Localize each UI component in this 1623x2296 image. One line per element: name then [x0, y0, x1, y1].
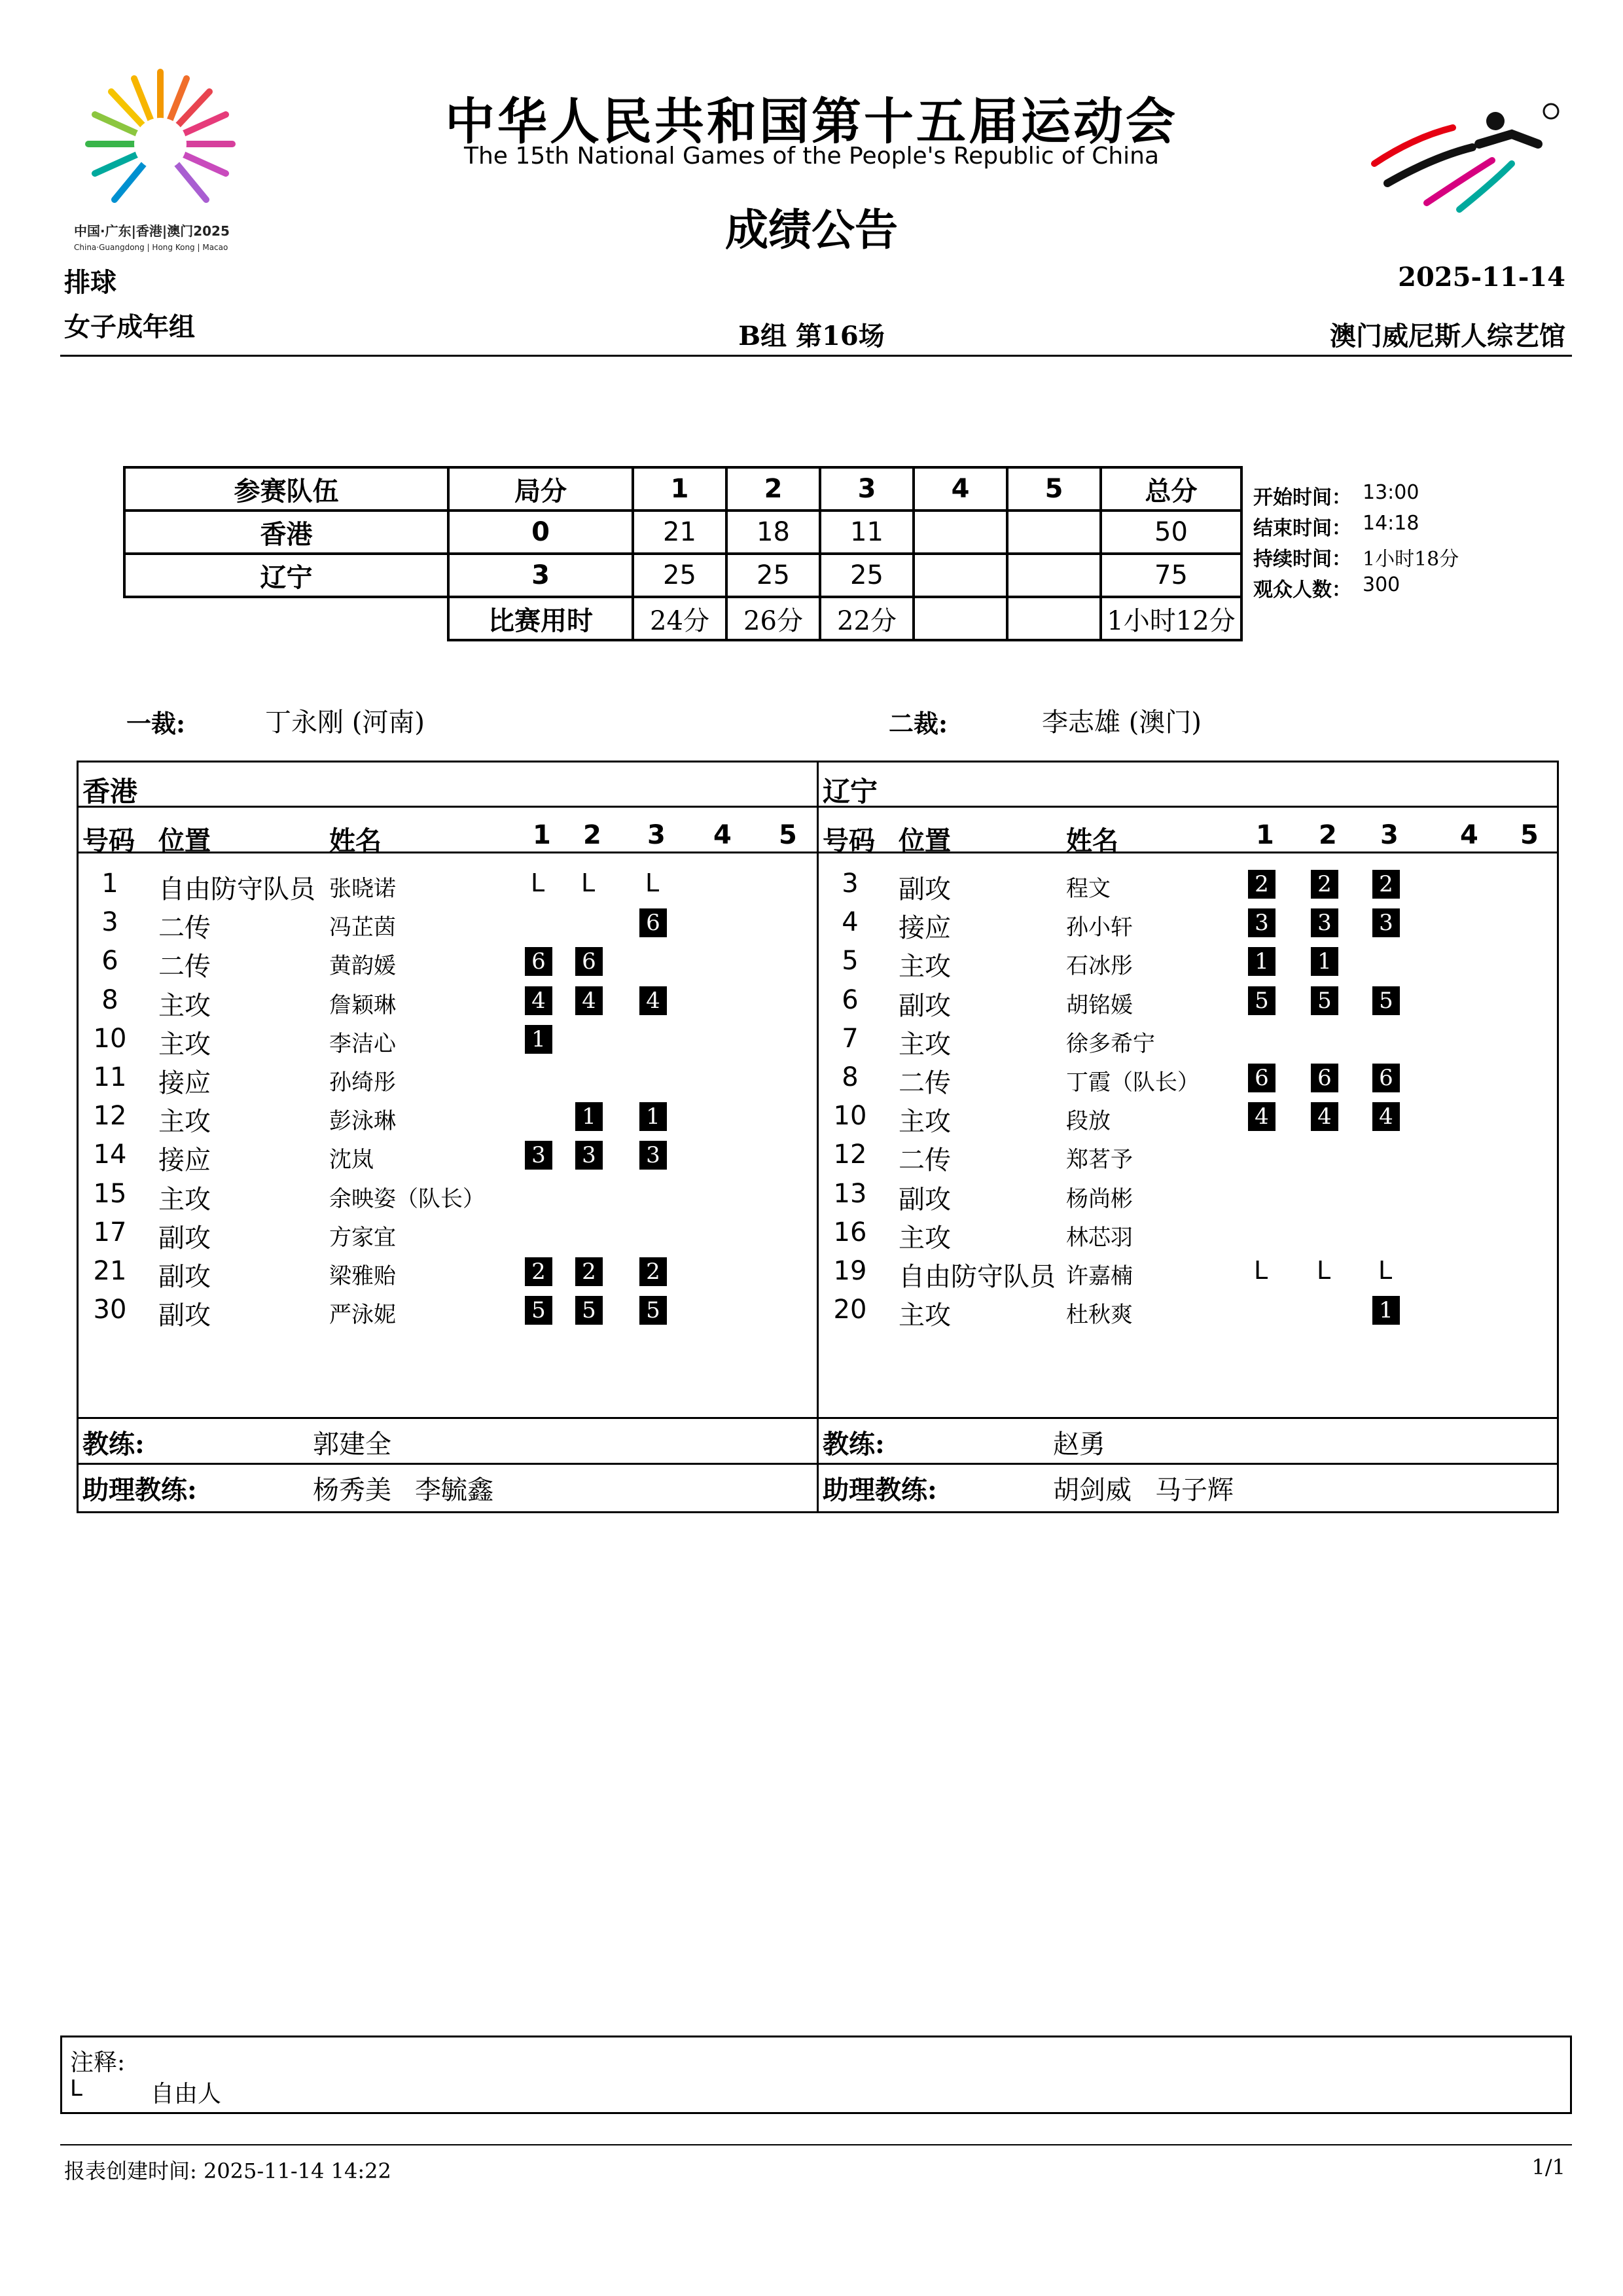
starting-position-badge: 6: [575, 947, 603, 976]
player-number: 6: [842, 984, 859, 1015]
player-row: [819, 946, 1557, 984]
starting-position-badge: 4: [575, 986, 603, 1015]
player-row: [79, 1062, 817, 1101]
player-position: 二传: [158, 952, 211, 982]
second-referee: 李志雄 (澳门): [1042, 708, 1202, 738]
col-set-3: 3: [647, 820, 666, 850]
player-number: 11: [93, 1062, 127, 1092]
second-referee-label: 二裁:: [889, 709, 948, 738]
player-name: 林芯羽: [1066, 1224, 1133, 1251]
report-title: 成绩公告: [725, 205, 898, 255]
col-position: 位置: [158, 825, 211, 856]
starting-position-badge: 2: [1372, 870, 1400, 899]
roster-divider: [79, 1417, 817, 1419]
sets-won: 0: [448, 511, 633, 554]
player-name: 石冰彤: [1066, 953, 1133, 980]
starting-position-badge: 6: [1311, 1064, 1338, 1092]
player-position: 主攻: [899, 1300, 951, 1331]
total-duration: 1小时12分: [1101, 597, 1241, 640]
col-position: 位置: [899, 825, 951, 856]
player-number: 3: [101, 907, 118, 938]
player-row: [819, 1217, 1557, 1256]
empty-cell: [124, 597, 448, 640]
player-position: 自由防守队员: [158, 874, 315, 905]
player-row: [79, 985, 817, 1024]
player-row: [819, 1256, 1557, 1295]
player-position: 副攻: [158, 1262, 211, 1292]
end-time-label: 结束时间：: [1253, 517, 1351, 540]
end-time: 14:18: [1363, 512, 1419, 535]
player-position: 自由防守队员: [899, 1262, 1056, 1292]
player-row: [79, 907, 817, 946]
col-set-2: 2: [1319, 820, 1337, 850]
player-number: 6: [101, 946, 118, 977]
player-name: 沈岚: [329, 1147, 374, 1174]
assistant-coach-label: 助理教练:: [823, 1475, 937, 1505]
player-row: [819, 1295, 1557, 1333]
player-number: 13: [833, 1178, 867, 1209]
event-label: 女子成年组: [64, 312, 195, 342]
set-4-score: [914, 511, 1007, 554]
first-referee-label: 一裁:: [126, 709, 186, 738]
total-points: 50: [1101, 511, 1241, 554]
coach-name: 赵勇: [1053, 1429, 1105, 1460]
starting-position-badge: 1: [525, 1025, 552, 1054]
player-number: 10: [833, 1101, 867, 1132]
player-position: 副攻: [158, 1223, 211, 1253]
roster-divider: [79, 852, 817, 853]
player-number: 3: [842, 869, 859, 899]
header-sets: 局分: [448, 467, 633, 511]
col-number: 号码: [823, 825, 875, 856]
player-position: 副攻: [899, 1184, 951, 1215]
svg-text:China·Guangdong | Hong Kong |: China·Guangdong | Hong Kong | Macao: [74, 243, 228, 252]
col-set-2: 2: [583, 820, 601, 850]
player-number: 1: [101, 869, 118, 899]
svg-text:中国·广东|香港|澳门2025: 中国·广东|香港|澳门2025: [74, 223, 230, 239]
player-row: [79, 1101, 817, 1139]
starting-position-badge: 1: [575, 1102, 603, 1131]
player-number: 5: [842, 946, 859, 977]
player-position: 主攻: [899, 952, 951, 982]
starting-position-badge: 3: [1372, 908, 1400, 937]
player-number: 20: [833, 1295, 867, 1325]
first-referee: 丁永刚 (河南): [265, 708, 425, 738]
sets-won: 3: [448, 554, 633, 597]
col-name: 姓名: [329, 825, 382, 856]
header-set-3: 3: [820, 467, 914, 511]
player-name: 李洁心: [329, 1030, 396, 1057]
player-position: 接应: [158, 1068, 211, 1098]
player-number: 17: [93, 1217, 127, 1247]
sport-label: 排球: [64, 267, 116, 298]
player-number: 16: [833, 1217, 867, 1247]
starting-position-badge: 4: [1248, 1102, 1275, 1131]
libero-mark: L: [1254, 1256, 1268, 1285]
player-number: 14: [93, 1139, 127, 1170]
header-set-2: 2: [726, 467, 820, 511]
player-row: [819, 1101, 1557, 1139]
header-set-4: 4: [914, 467, 1007, 511]
starting-position-badge: 1: [1372, 1296, 1400, 1325]
set-2-duration: 26分: [726, 597, 820, 640]
player-number: 12: [93, 1101, 127, 1132]
start-time: 13:00: [1363, 481, 1419, 504]
starting-position-badge: 6: [639, 908, 667, 937]
match-date: 2025-11-14: [1398, 262, 1565, 293]
start-time-label: 开始时间：: [1253, 486, 1351, 509]
assistant-coach-2: 李毓鑫: [415, 1475, 493, 1505]
team-roster-liaoning: [817, 761, 1559, 1513]
set-3-score: 11: [820, 511, 914, 554]
roster-team-name: 香港: [82, 776, 138, 808]
footer-divider: [60, 2144, 1572, 2145]
player-name: 孙小轩: [1066, 914, 1133, 941]
starting-position-badge: 5: [639, 1296, 667, 1325]
player-position: 主攻: [158, 1029, 211, 1060]
player-name: 杨尚彬: [1066, 1185, 1133, 1212]
player-position: 二传: [158, 913, 211, 944]
header-divider: [60, 355, 1572, 357]
player-number: 8: [842, 1062, 859, 1092]
header-team: 参赛队伍: [124, 467, 448, 511]
player-name: 程文: [1066, 876, 1111, 902]
starting-position-badge: 5: [1372, 986, 1400, 1015]
starting-position-badge: 3: [639, 1141, 667, 1170]
player-number: 8: [101, 984, 118, 1015]
player-number: 12: [833, 1139, 867, 1170]
attendance: 300: [1363, 573, 1400, 596]
player-row: [79, 1139, 817, 1178]
player-name: 余映姿（队长）: [329, 1185, 485, 1212]
player-name: 彭泳琳: [329, 1108, 396, 1135]
player-name: 黄韵媛: [329, 953, 396, 980]
player-position: 副攻: [158, 1300, 211, 1331]
player-position: 二传: [899, 1145, 951, 1176]
duration-label: 比赛用时: [448, 597, 633, 640]
player-name: 许嘉楠: [1066, 1263, 1133, 1289]
roster-divider: [819, 806, 1557, 808]
starting-position-badge: 5: [1311, 986, 1338, 1015]
report-created-time: 报表创建时间: 2025-11-14 14:22: [64, 2159, 391, 2183]
libero-mark: L: [645, 869, 660, 897]
player-row: [819, 1139, 1557, 1178]
starting-position-badge: 5: [1248, 986, 1275, 1015]
player-row: [819, 1062, 1557, 1101]
player-name: 张晓诺: [329, 876, 396, 902]
player-name: 丁霞（队长）: [1066, 1069, 1200, 1096]
starting-position-badge: 4: [525, 986, 552, 1015]
player-row: [79, 1179, 817, 1217]
notes-key: L: [70, 2075, 82, 2102]
header-set-5: 5: [1007, 467, 1101, 511]
starting-position-badge: 5: [525, 1296, 552, 1325]
player-row: [819, 869, 1557, 907]
player-name: 徐多希宁: [1066, 1030, 1155, 1057]
set-1-duration: 24分: [633, 597, 726, 640]
set-5-score: [1007, 554, 1101, 597]
player-position: 副攻: [899, 874, 951, 905]
score-header-row: [124, 467, 1241, 511]
col-number: 号码: [82, 825, 135, 856]
roster-divider: [79, 1463, 817, 1465]
total-points: 75: [1101, 554, 1241, 597]
set-5-score: [1007, 511, 1101, 554]
player-name: 胡铭媛: [1066, 992, 1133, 1018]
libero-mark: L: [531, 869, 545, 897]
player-number: 21: [93, 1256, 127, 1286]
assistant-coach-2: 马子辉: [1155, 1475, 1234, 1505]
col-set-4: 4: [713, 820, 732, 850]
player-name: 冯芷茵: [329, 914, 396, 941]
coach-label: 教练:: [82, 1429, 145, 1460]
attendance-label: 观众人数：: [1253, 579, 1351, 601]
player-position: 主攻: [158, 1184, 211, 1215]
starting-position-badge: 3: [525, 1141, 552, 1170]
starting-position-badge: 1: [1311, 947, 1338, 976]
venue-label: 澳门威尼斯人综艺馆: [1330, 321, 1565, 351]
player-row: [79, 869, 817, 907]
starting-position-badge: 3: [1248, 908, 1275, 937]
starting-position-badge: 6: [1372, 1064, 1400, 1092]
player-position: 主攻: [158, 990, 211, 1021]
set-2-score: 18: [726, 511, 820, 554]
player-row: [819, 1179, 1557, 1217]
player-number: 10: [93, 1023, 127, 1054]
assistant-coach-label: 助理教练:: [82, 1475, 197, 1505]
starting-position-badge: 2: [525, 1257, 552, 1286]
score-row-hongkong: [124, 511, 1241, 554]
games-title-cn: 中华人民共和国第十五届运动会: [445, 92, 1178, 151]
starting-position-badge: 6: [525, 947, 552, 976]
set-2-score: 25: [726, 554, 820, 597]
player-name: 孙绮彤: [329, 1069, 396, 1096]
col-set-5: 5: [1520, 820, 1539, 850]
player-row: [819, 907, 1557, 946]
col-set-5: 5: [779, 820, 797, 850]
header-set-1: 1: [633, 467, 726, 511]
starting-position-badge: 3: [575, 1141, 603, 1170]
starting-position-badge: 5: [575, 1296, 603, 1325]
coach-label: 教练:: [823, 1429, 885, 1460]
player-row: [79, 1217, 817, 1256]
assistant-coach-1: 胡剑威: [1053, 1475, 1132, 1505]
set-5-duration: [1007, 597, 1101, 640]
player-position: 二传: [899, 1068, 951, 1098]
starting-position-badge: 1: [1248, 947, 1275, 976]
starting-position-badge: 2: [639, 1257, 667, 1286]
set-4-duration: [914, 597, 1007, 640]
player-number: 4: [842, 907, 859, 938]
set-1-score: 21: [633, 511, 726, 554]
set-3-duration: 22分: [820, 597, 914, 640]
starting-position-badge: 3: [1311, 908, 1338, 937]
starting-position-badge: 2: [1311, 870, 1338, 899]
coach-name: 郭建全: [313, 1429, 391, 1460]
player-row: [819, 985, 1557, 1024]
player-number: 7: [842, 1023, 859, 1054]
score-row-liaoning: [124, 554, 1241, 597]
starting-position-badge: 4: [639, 986, 667, 1015]
player-name: 段放: [1066, 1108, 1111, 1135]
games-title-en: The 15th National Games of the People's Republic of China: [463, 143, 1160, 170]
player-position: 主攻: [899, 1223, 951, 1253]
starting-position-badge: 2: [575, 1257, 603, 1286]
player-row: [79, 1295, 817, 1333]
libero-mark: L: [1378, 1256, 1393, 1285]
col-set-3: 3: [1380, 820, 1399, 850]
duration-info-label: 持续时间：: [1253, 548, 1351, 571]
player-name: 杜秋爽: [1066, 1302, 1133, 1329]
set-4-score: [914, 554, 1007, 597]
duration-info: 1小时18分: [1363, 548, 1459, 571]
notes-box: [60, 2036, 1572, 2114]
notes-description: 自由人: [151, 2081, 222, 2108]
libero-mark: L: [1317, 1256, 1331, 1285]
player-number: 15: [93, 1178, 127, 1209]
player-row: [79, 946, 817, 984]
player-number: 19: [833, 1256, 867, 1286]
col-set-1: 1: [1256, 820, 1274, 850]
roster-divider: [79, 806, 817, 808]
player-position: 接应: [158, 1145, 211, 1176]
player-row: [79, 1256, 817, 1295]
page-number: 1/1: [1531, 2155, 1565, 2179]
player-position: 接应: [899, 913, 951, 944]
notes-label: 注释:: [70, 2049, 126, 2076]
starting-position-badge: 2: [1248, 870, 1275, 899]
team-roster-hongkong: [77, 761, 819, 1513]
player-name: 梁雅贻: [329, 1263, 396, 1289]
assistant-coach-1: 杨秀美: [313, 1475, 391, 1505]
set-3-score: 25: [820, 554, 914, 597]
player-position: 主攻: [899, 1029, 951, 1060]
starting-position-badge: 4: [1311, 1102, 1338, 1131]
roster-divider: [819, 1417, 1557, 1419]
score-table: [123, 466, 1243, 641]
duration-row: [124, 597, 1241, 640]
starting-position-badge: 4: [1372, 1102, 1400, 1131]
player-position: 主攻: [899, 1107, 951, 1138]
starting-position-badge: 6: [1248, 1064, 1275, 1092]
team-name: 香港: [124, 511, 448, 554]
player-name: 郑茗予: [1066, 1147, 1133, 1174]
team-name: 辽宁: [124, 554, 448, 597]
player-row: [819, 1024, 1557, 1062]
match-label: B组 第16场: [738, 321, 885, 351]
col-set-4: 4: [1460, 820, 1478, 850]
roster-team-name: 辽宁: [823, 776, 878, 808]
player-number: 30: [93, 1295, 127, 1325]
player-name: 严泳妮: [329, 1302, 396, 1329]
roster-divider: [819, 1463, 1557, 1465]
player-name: 方家宜: [329, 1224, 396, 1251]
starting-position-badge: 1: [639, 1102, 667, 1131]
set-1-score: 25: [633, 554, 726, 597]
roster-divider: [819, 852, 1557, 853]
libero-mark: L: [581, 869, 596, 897]
player-position: 副攻: [899, 990, 951, 1021]
player-position: 主攻: [158, 1107, 211, 1138]
col-name: 姓名: [1066, 825, 1118, 856]
col-set-1: 1: [533, 820, 551, 850]
header-total: 总分: [1101, 467, 1241, 511]
player-row: [79, 1024, 817, 1062]
player-name: 詹颖琳: [329, 992, 396, 1018]
